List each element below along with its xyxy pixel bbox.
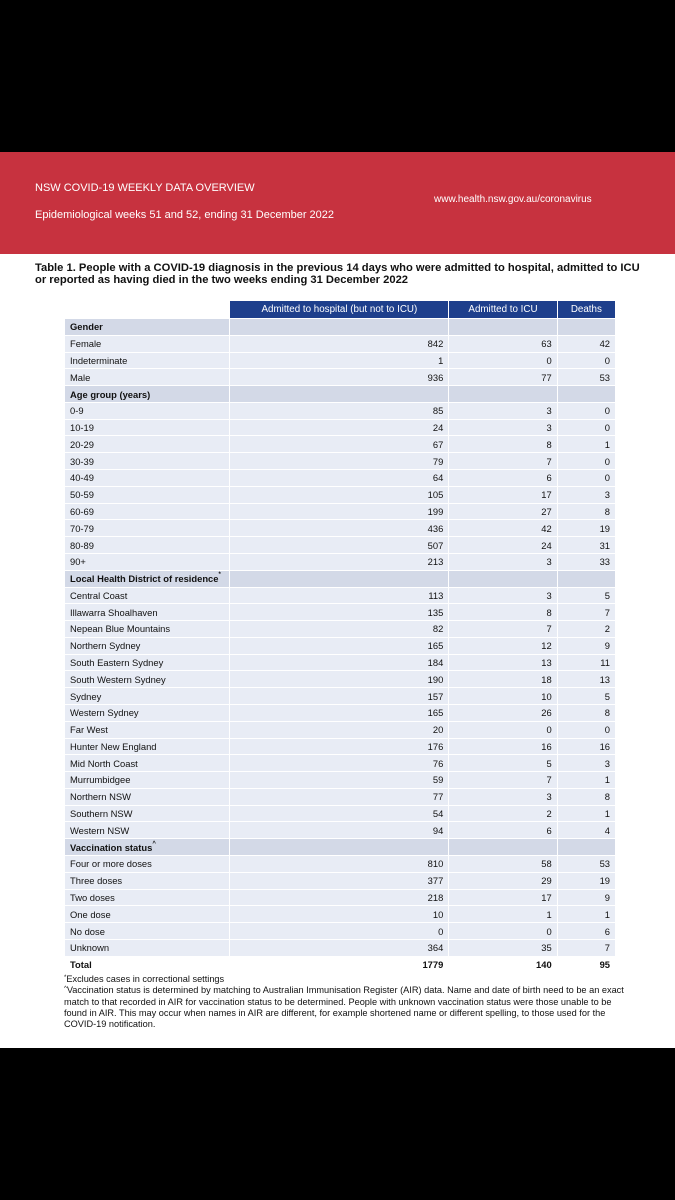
value-cell: 7 [557, 939, 615, 956]
section-blank-cell [449, 319, 557, 336]
section-header-row [65, 386, 616, 403]
row-label: 70-79 [65, 520, 230, 537]
value-cell: 17 [449, 486, 557, 503]
table-row [65, 453, 616, 470]
value-cell: 3 [449, 553, 557, 570]
hospitalisation-table [64, 300, 616, 973]
value-cell: 184 [230, 654, 449, 671]
table-row [65, 419, 616, 436]
value-cell: 842 [230, 335, 449, 352]
section-header-row [65, 319, 616, 336]
row-label: 60-69 [65, 503, 230, 520]
value-cell: 8 [449, 604, 557, 621]
value-cell: 5 [449, 755, 557, 772]
table-row [65, 856, 616, 873]
row-label: Four or more doses [65, 856, 230, 873]
value-cell: 190 [230, 671, 449, 688]
document-page [0, 152, 675, 1048]
row-label: South Western Sydney [65, 671, 230, 688]
value-cell: 3 [557, 755, 615, 772]
row-label: 30-39 [65, 453, 230, 470]
table-row [65, 704, 616, 721]
value-cell: 18 [449, 671, 557, 688]
total-value: 95 [557, 956, 615, 973]
value-cell: 19 [557, 872, 615, 889]
column-header: Deaths [557, 301, 615, 319]
footnote-1 [64, 974, 624, 985]
value-cell: 79 [230, 453, 449, 470]
value-cell: 2 [557, 621, 615, 638]
value-cell: 165 [230, 637, 449, 654]
table-row [65, 654, 616, 671]
value-cell: 9 [557, 637, 615, 654]
value-cell: 810 [230, 856, 449, 873]
total-row [65, 956, 616, 973]
table-row [65, 923, 616, 940]
section-blank-cell [557, 570, 615, 587]
value-cell: 8 [449, 436, 557, 453]
row-label: Nepean Blue Mountains [65, 621, 230, 638]
value-cell: 77 [449, 369, 557, 386]
value-cell: 157 [230, 688, 449, 705]
row-label: 90+ [65, 553, 230, 570]
table-row [65, 772, 616, 789]
value-cell: 135 [230, 604, 449, 621]
value-cell: 24 [449, 537, 557, 554]
value-cell: 26 [449, 704, 557, 721]
table-row [65, 335, 616, 352]
table-row [65, 587, 616, 604]
value-cell: 12 [449, 637, 557, 654]
value-cell: 9 [557, 889, 615, 906]
row-label: Three doses [65, 872, 230, 889]
table-row [65, 352, 616, 369]
section-title-cell [65, 319, 230, 336]
value-cell: 176 [230, 738, 449, 755]
row-label: Indeterminate [65, 352, 230, 369]
table-row [65, 436, 616, 453]
value-cell: 1 [557, 805, 615, 822]
value-cell: 0 [449, 721, 557, 738]
table-row [65, 872, 616, 889]
value-cell: 20 [230, 721, 449, 738]
value-cell: 8 [557, 503, 615, 520]
banner-title: NSW COVID-19 WEEKLY DATA OVERVIEW [35, 182, 255, 194]
section-title-cell [65, 386, 230, 403]
value-cell: 10 [230, 906, 449, 923]
value-cell: 0 [230, 923, 449, 940]
header-blank-cell [65, 301, 230, 319]
value-cell: 0 [557, 721, 615, 738]
table-row [65, 939, 616, 956]
value-cell: 13 [557, 671, 615, 688]
value-cell: 6 [557, 923, 615, 940]
value-cell: 364 [230, 939, 449, 956]
value-cell: 0 [557, 402, 615, 419]
value-cell: 213 [230, 553, 449, 570]
value-cell: 3 [449, 402, 557, 419]
value-cell: 1 [449, 906, 557, 923]
row-label: South Eastern Sydney [65, 654, 230, 671]
table-row [65, 671, 616, 688]
footnote-text: Vaccination status is determined by matching to Australian Immunisation Register (AIR) data. Name and date of birth need to be an exact match to that recorded in AIR for vaccination status to be determined. People with unknown vaccination status were those unable to be found in AIR. This may occur when names in AIR are different, for example shortened name or different spelling, to those used for the COVID-19 notification. [64, 985, 624, 1030]
value-cell: 54 [230, 805, 449, 822]
value-cell: 0 [557, 470, 615, 487]
footnote-text: Excludes cases in correctional settings [66, 974, 225, 984]
row-label: Northern Sydney [65, 637, 230, 654]
value-cell: 436 [230, 520, 449, 537]
value-cell: 377 [230, 872, 449, 889]
value-cell: 7 [449, 772, 557, 789]
value-cell: 8 [557, 788, 615, 805]
row-label: Male [65, 369, 230, 386]
row-label: Murrumbidgee [65, 772, 230, 789]
section-title-cell [65, 570, 230, 587]
section-header-row [65, 570, 616, 587]
value-cell: 27 [449, 503, 557, 520]
value-cell: 1 [230, 352, 449, 369]
value-cell: 7 [557, 604, 615, 621]
section-footnote-mark: ^ [152, 840, 156, 847]
value-cell: 7 [449, 453, 557, 470]
table-caption: Table 1. People with a COVID-19 diagnosis in the previous 14 days who were admitted to hospital, admitted to ICU or reported as having died in the two weeks ending 31 December 2022 [35, 262, 640, 286]
total-value: 140 [449, 956, 557, 973]
table-row [65, 486, 616, 503]
row-label: Sydney [65, 688, 230, 705]
value-cell: 5 [557, 587, 615, 604]
row-label: 20-29 [65, 436, 230, 453]
total-value: 1779 [230, 956, 449, 973]
row-label: Southern NSW [65, 805, 230, 822]
table-row [65, 553, 616, 570]
table-row [65, 738, 616, 755]
value-cell: 507 [230, 537, 449, 554]
table-body [65, 319, 616, 973]
footnote-mark: ^ [64, 986, 67, 993]
table-row [65, 755, 616, 772]
section-title: Local Health District of residence [70, 573, 219, 585]
value-cell: 165 [230, 704, 449, 721]
column-header: Admitted to ICU [449, 301, 557, 319]
header-banner [0, 152, 675, 254]
section-title-cell [65, 839, 230, 856]
value-cell: 0 [557, 419, 615, 436]
table-row [65, 470, 616, 487]
row-label: Unknown [65, 939, 230, 956]
value-cell: 53 [557, 369, 615, 386]
value-cell: 58 [449, 856, 557, 873]
value-cell: 77 [230, 788, 449, 805]
value-cell: 6 [449, 822, 557, 839]
value-cell: 199 [230, 503, 449, 520]
table-row [65, 637, 616, 654]
footnote-mark: * [64, 975, 67, 981]
row-label: Northern NSW [65, 788, 230, 805]
value-cell: 31 [557, 537, 615, 554]
row-label: Far West [65, 721, 230, 738]
value-cell: 85 [230, 402, 449, 419]
value-cell: 2 [449, 805, 557, 822]
value-cell: 17 [449, 889, 557, 906]
section-title: Age group (years) [70, 388, 151, 400]
banner-url[interactable]: www.health.nsw.gov.au/coronavirus [434, 194, 592, 205]
table-row [65, 537, 616, 554]
section-blank-cell [230, 319, 449, 336]
value-cell: 76 [230, 755, 449, 772]
section-blank-cell [449, 386, 557, 403]
value-cell: 3 [449, 587, 557, 604]
value-cell: 59 [230, 772, 449, 789]
value-cell: 42 [449, 520, 557, 537]
table-row [65, 369, 616, 386]
value-cell: 13 [449, 654, 557, 671]
row-label: Two doses [65, 889, 230, 906]
value-cell: 19 [557, 520, 615, 537]
value-cell: 35 [449, 939, 557, 956]
value-cell: 105 [230, 486, 449, 503]
value-cell: 64 [230, 470, 449, 487]
section-blank-cell [449, 839, 557, 856]
table-row [65, 402, 616, 419]
row-label: Western NSW [65, 822, 230, 839]
value-cell: 0 [449, 352, 557, 369]
section-title: Vaccination status [70, 841, 153, 853]
section-blank-cell [230, 386, 449, 403]
section-blank-cell [557, 386, 615, 403]
value-cell: 24 [230, 419, 449, 436]
value-cell: 33 [557, 553, 615, 570]
value-cell: 3 [449, 788, 557, 805]
value-cell: 10 [449, 688, 557, 705]
value-cell: 218 [230, 889, 449, 906]
section-blank-cell [449, 570, 557, 587]
section-blank-cell [557, 319, 615, 336]
row-label: 10-19 [65, 419, 230, 436]
row-label: 80-89 [65, 537, 230, 554]
table-row [65, 721, 616, 738]
row-label: Female [65, 335, 230, 352]
value-cell: 0 [449, 923, 557, 940]
section-header-row [65, 839, 616, 856]
table-row [65, 688, 616, 705]
row-label: One dose [65, 906, 230, 923]
value-cell: 0 [557, 352, 615, 369]
table-header-row [65, 301, 616, 319]
row-label: 50-59 [65, 486, 230, 503]
value-cell: 7 [449, 621, 557, 638]
table-row [65, 788, 616, 805]
value-cell: 16 [449, 738, 557, 755]
footnotes [64, 974, 624, 1030]
table-row [65, 822, 616, 839]
value-cell: 11 [557, 654, 615, 671]
section-blank-cell [230, 839, 449, 856]
table-row [65, 520, 616, 537]
row-label: 0-9 [65, 402, 230, 419]
section-title: Gender [70, 321, 103, 333]
table-row [65, 889, 616, 906]
value-cell: 1 [557, 772, 615, 789]
value-cell: 4 [557, 822, 615, 839]
value-cell: 3 [557, 486, 615, 503]
value-cell: 67 [230, 436, 449, 453]
footnote-2 [64, 985, 624, 1030]
table-row [65, 805, 616, 822]
value-cell: 6 [449, 470, 557, 487]
table-row [65, 604, 616, 621]
value-cell: 1 [557, 906, 615, 923]
row-label: Western Sydney [65, 704, 230, 721]
value-cell: 0 [557, 453, 615, 470]
value-cell: 53 [557, 856, 615, 873]
section-blank-cell [557, 839, 615, 856]
value-cell: 5 [557, 688, 615, 705]
section-blank-cell [230, 570, 449, 587]
row-label: 40-49 [65, 470, 230, 487]
row-label: Central Coast [65, 587, 230, 604]
row-label: Mid North Coast [65, 755, 230, 772]
total-label: Total [65, 956, 230, 973]
value-cell: 82 [230, 621, 449, 638]
table-row [65, 503, 616, 520]
value-cell: 63 [449, 335, 557, 352]
value-cell: 16 [557, 738, 615, 755]
value-cell: 113 [230, 587, 449, 604]
row-label: No dose [65, 923, 230, 940]
section-footnote-mark: * [218, 572, 221, 579]
value-cell: 94 [230, 822, 449, 839]
value-cell: 8 [557, 704, 615, 721]
table-row [65, 906, 616, 923]
row-label: Illawarra Shoalhaven [65, 604, 230, 621]
column-header: Admitted to hospital (but not to ICU) [230, 301, 449, 319]
value-cell: 29 [449, 872, 557, 889]
value-cell: 3 [449, 419, 557, 436]
row-label: Hunter New England [65, 738, 230, 755]
value-cell: 936 [230, 369, 449, 386]
table-row [65, 621, 616, 638]
banner-subtitle: Epidemiological weeks 51 and 52, ending 31 December 2022 [35, 209, 335, 221]
value-cell: 1 [557, 436, 615, 453]
value-cell: 42 [557, 335, 615, 352]
